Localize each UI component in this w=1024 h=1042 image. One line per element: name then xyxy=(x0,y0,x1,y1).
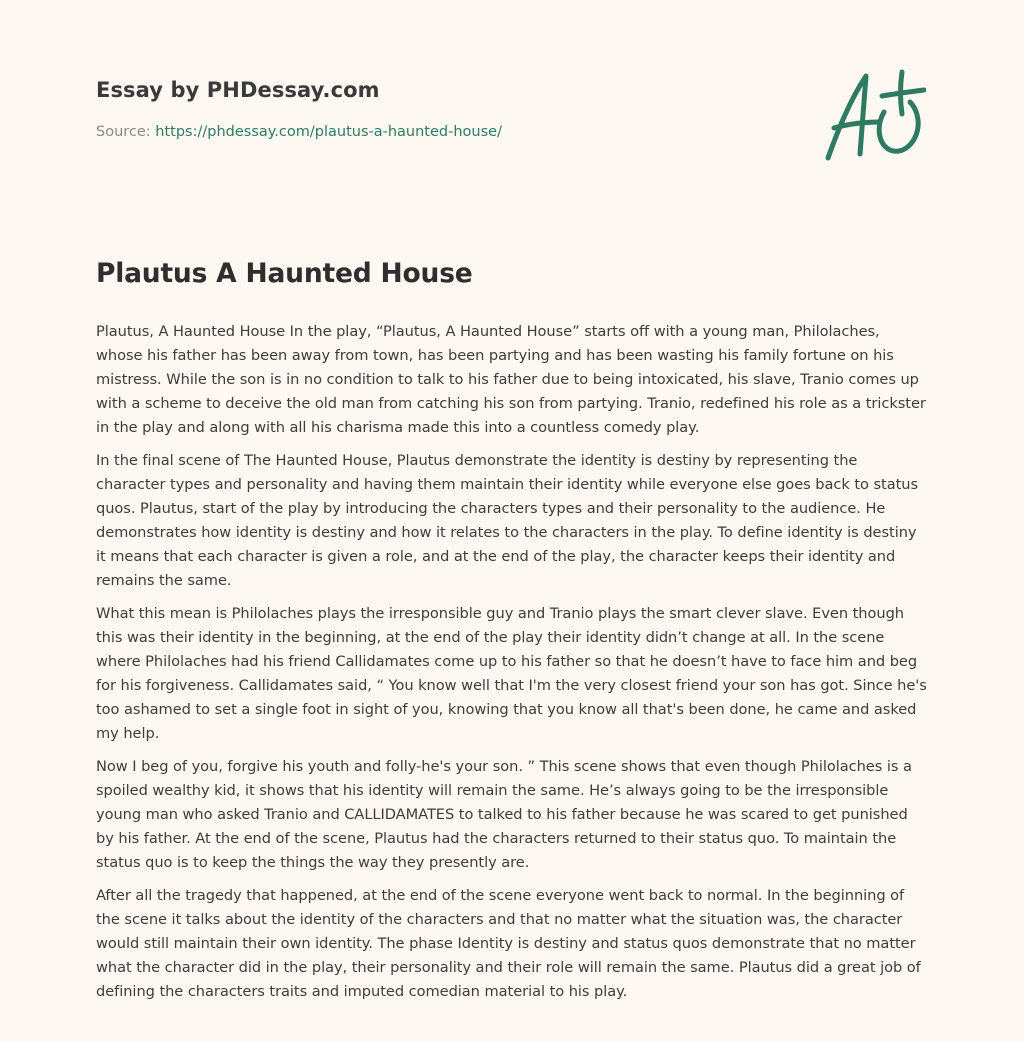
page-header xyxy=(96,76,736,142)
article-paragraph: Now I beg of you, forgive his youth and folly-he's your son. ” This scene shows that even though Philolaches is a spoiled wealthy kid, it shows that his identity will remain the same. He’s always going to be the irresponsible young man who asked Tranio and CALLIDAMATES to talked to his father because he was scared to get punished by his father. At the end of the scene, Plautus had the characters returned to their status quo. To maintain the status quo is to keep the things the way they presently are. xyxy=(96,758,912,871)
a-plus-logo-icon xyxy=(822,66,926,166)
source-line xyxy=(96,122,736,142)
article-paragraph: What this mean is Philolaches plays the irresponsible guy and Tranio plays the smart clever slave. Even though this was their identity in the beginning, at the end of the play their identity didn’t change at all. In the scene where Philolaches had his friend Callidamates come up to his father so that he doesn’t have to face him and beg for his forgiveness. Callidamates said, “ You know well that I'm the very closest friend your son has got. Since he's too ashamed to set a single foot in sight of you, knowing that you know all that's been done, he came and asked my help. xyxy=(96,605,927,742)
source-link[interactable]: https://phdessay.com/plautus-a-haunted-house/ xyxy=(155,124,502,140)
brand-title: Essay by PHDessay.com xyxy=(96,78,380,102)
article-paragraph: In the final scene of The Haunted House, Plautus demonstrate the identity is destiny by representing the character types and personality and having them maintain their identity while everyone else goes back to status quos. Plautus, start of the play by introducing the characters types and their personality to the audience. He demonstrates how identity is destiny and how it relates to the characters in the play. To define identity is destiny it means that each character is given a role, and at the end of the play, the character keeps their identity and remains the same. xyxy=(96,452,919,589)
article-title: Plautus A Haunted House xyxy=(96,258,473,289)
article-paragraph: After all the tragedy that happened, at the end of the scene everyone went back to normal. In the beginning of the scene it talks about the identity of the characters and that no matter what the situation was, the character would still maintain their own identity. The phase Identity is destiny and status quos demonstrate that no matter what the character did in the play, their personality and their role will remain the same. Plautus did a great job of defining the characters traits and imputed comedian material to his play. xyxy=(96,887,921,1000)
article-paragraph: Plautus, A Haunted House In the play, “Plautus, A Haunted House” starts off with a young man, Philolaches, whose his father has been away from town, has been partying and has been wasting his family fortune on his mistress. While the son is in no condition to talk to his father due to being intoxicated, his slave, Tranio comes up with a scheme to deceive the old man from catching his son from partying. Tranio, redefined his role as a trickster in the play and along with all his charisma made this into a countless comedy play. xyxy=(96,323,926,436)
article xyxy=(96,254,928,1013)
source-label: Source: xyxy=(96,124,156,140)
